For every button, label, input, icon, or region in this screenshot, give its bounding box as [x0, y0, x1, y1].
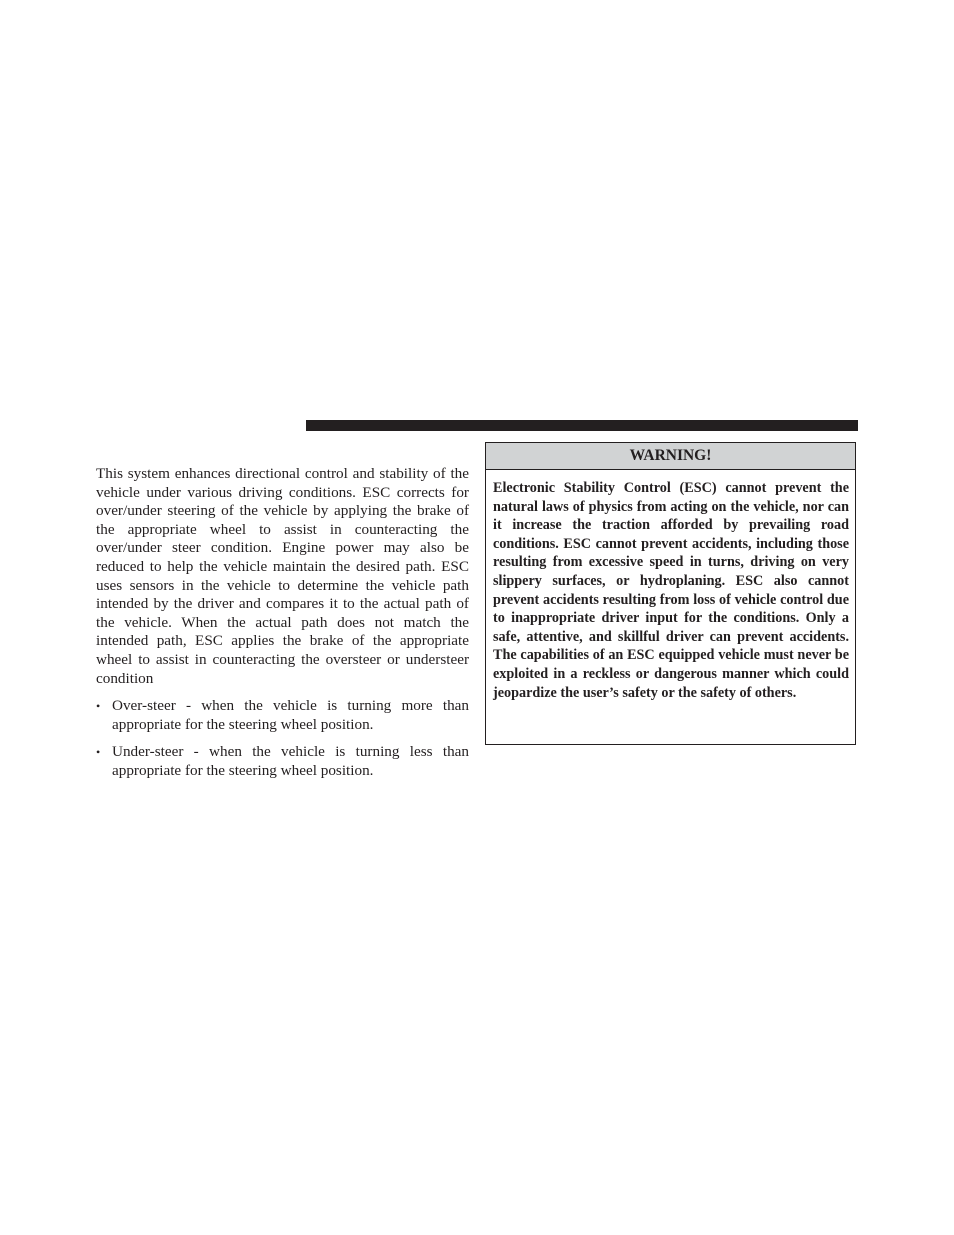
warning-title: WARNING!	[486, 443, 855, 470]
bullet-icon: •	[96, 745, 101, 760]
header-rule	[306, 420, 858, 431]
list-item-understeer	[96, 743, 469, 780]
bullet-icon: •	[96, 699, 101, 714]
list-item-text: Under-steer - when the vehicle is turning less than appropriate for the steering wheel position.	[112, 743, 469, 779]
main-text-column	[96, 465, 469, 790]
list-item-text: Over-steer - when the vehicle is turning more than appropriate for the steering wheel position.	[112, 697, 469, 733]
intro-paragraph: This system enhances directional control and stability of the vehicle under various driving conditions. ESC corrects for over/under steering of the vehicle by applying the brake of the appropriate wheel to assist in counteracting the over/under steer condition. Engine power may also be reduced to help the vehicle maintain the desired path. ESC uses sensors in the vehicle to determine the vehicle path intended by the driver and compares it to the actual path of the vehicle. When the actual path does not match the intended path, ESC applies the brake of the appropriate wheel to assist in counteracting the oversteer or understeer condition	[96, 465, 469, 687]
steer-condition-list	[96, 697, 469, 780]
warning-text: Electronic Stability Control (ESC) cannot prevent the natural laws of physics from acting on the vehicle, nor can it increase the traction afforded by prevailing road conditions. ESC cannot prevent accidents, including those resulting from excessive speed in turns, driving on very slippery surfaces, or hydroplaning. ESC also cannot prevent accidents resulting from loss of vehicle control due to inappropriate driver input for the conditions. Only a safe, attentive, and skillful driver can prevent accidents. The capabilities of an ESC equipped vehicle must never be exploited in a reckless or dangerous manner which could jeopardize the user’s safety or the safety of others.	[493, 480, 849, 701]
warning-box	[485, 442, 856, 745]
list-item-oversteer	[96, 697, 469, 734]
